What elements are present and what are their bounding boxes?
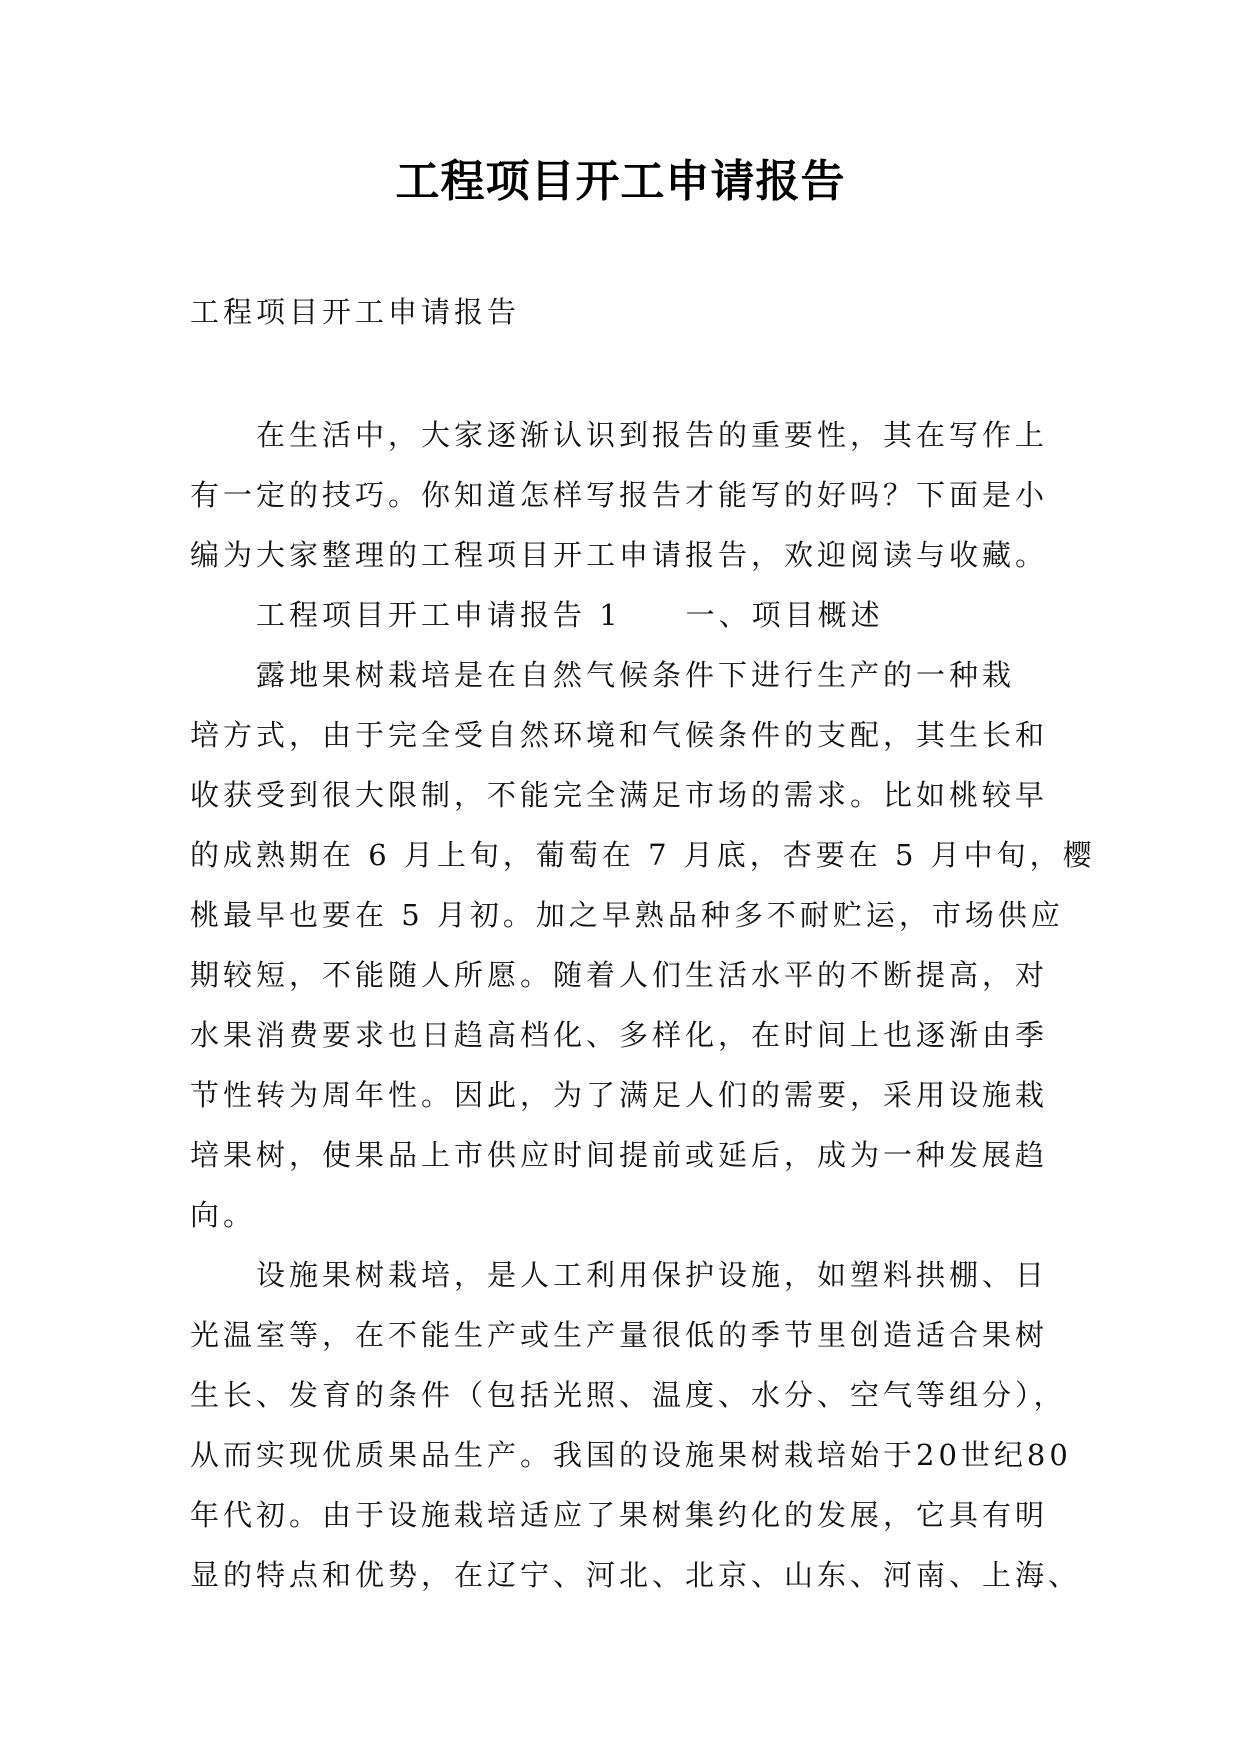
body-line: 培方式，由于完全受自然环境和气候条件的支配，其生长和: [190, 718, 1049, 752]
body-line: 向。: [190, 1198, 257, 1232]
body-line: 水果消费要求也日趋高档化、多样化，在时间上也逐渐由季: [190, 1018, 1049, 1052]
body-line: 培果树，使果品上市供应时间提前或延后，成为一种发展趋: [190, 1138, 1049, 1172]
section-heading-label: 工程项目开工申请报告 1: [256, 598, 622, 632]
body-line: 露地果树栽培是在自然气候条件下进行生产的一种栽: [256, 658, 1016, 692]
body-line: 生长、发育的条件（包括光照、温度、水分、空气等组分），: [190, 1378, 1067, 1412]
body-line: 从而实现优质果品生产。我国的设施果树栽培始于20世纪80: [190, 1438, 1072, 1472]
section-heading: [190, 585, 1070, 645]
document-body: [190, 405, 1096, 1605]
body-line: 显的特点和优势，在辽宁、河北、北京、山东、河南、上海、: [190, 1558, 1082, 1592]
body-line: 节性转为周年性。因此，为了满足人们的需要，采用设施栽: [190, 1078, 1049, 1112]
body-line: 桃最早也要在 5 月初。加之早熟品种多不耐贮运，市场供应: [190, 898, 1064, 932]
body-line: 有一定的技巧。你知道怎样写报告才能写的好吗？下面是小: [190, 478, 1049, 512]
document-title: 工程项目开工申请报告: [395, 156, 846, 207]
document-subtitle: 工程项目开工申请报告: [190, 295, 521, 329]
body-line: 设施果树栽培，是人工利用保护设施，如塑料拱棚、日: [256, 1258, 1049, 1292]
body-line: 的成熟期在 6 月上旬，葡萄在 7 月底，杏要在 5 月中旬，樱: [190, 838, 1096, 872]
body-line: 年代初。由于设施栽培适应了果树集约化的发展，它具有明: [190, 1498, 1049, 1532]
body-line: 收获受到很大限制，不能完全满足市场的需求。比如桃较早: [190, 778, 1049, 812]
body-line: 在生活中，大家逐渐认识到报告的重要性，其在写作上: [256, 418, 1049, 452]
body-line: 编为大家整理的工程项目开工申请报告，欢迎阅读与收藏。: [190, 538, 1049, 572]
section-heading-title: 一、项目概述: [685, 598, 884, 632]
body-line: 期较短，不能随人所愿。随着人们生活水平的不断提高，对: [190, 958, 1049, 992]
body-line: 光温室等，在不能生产或生产量很低的季节里创造适合果树: [190, 1318, 1049, 1352]
